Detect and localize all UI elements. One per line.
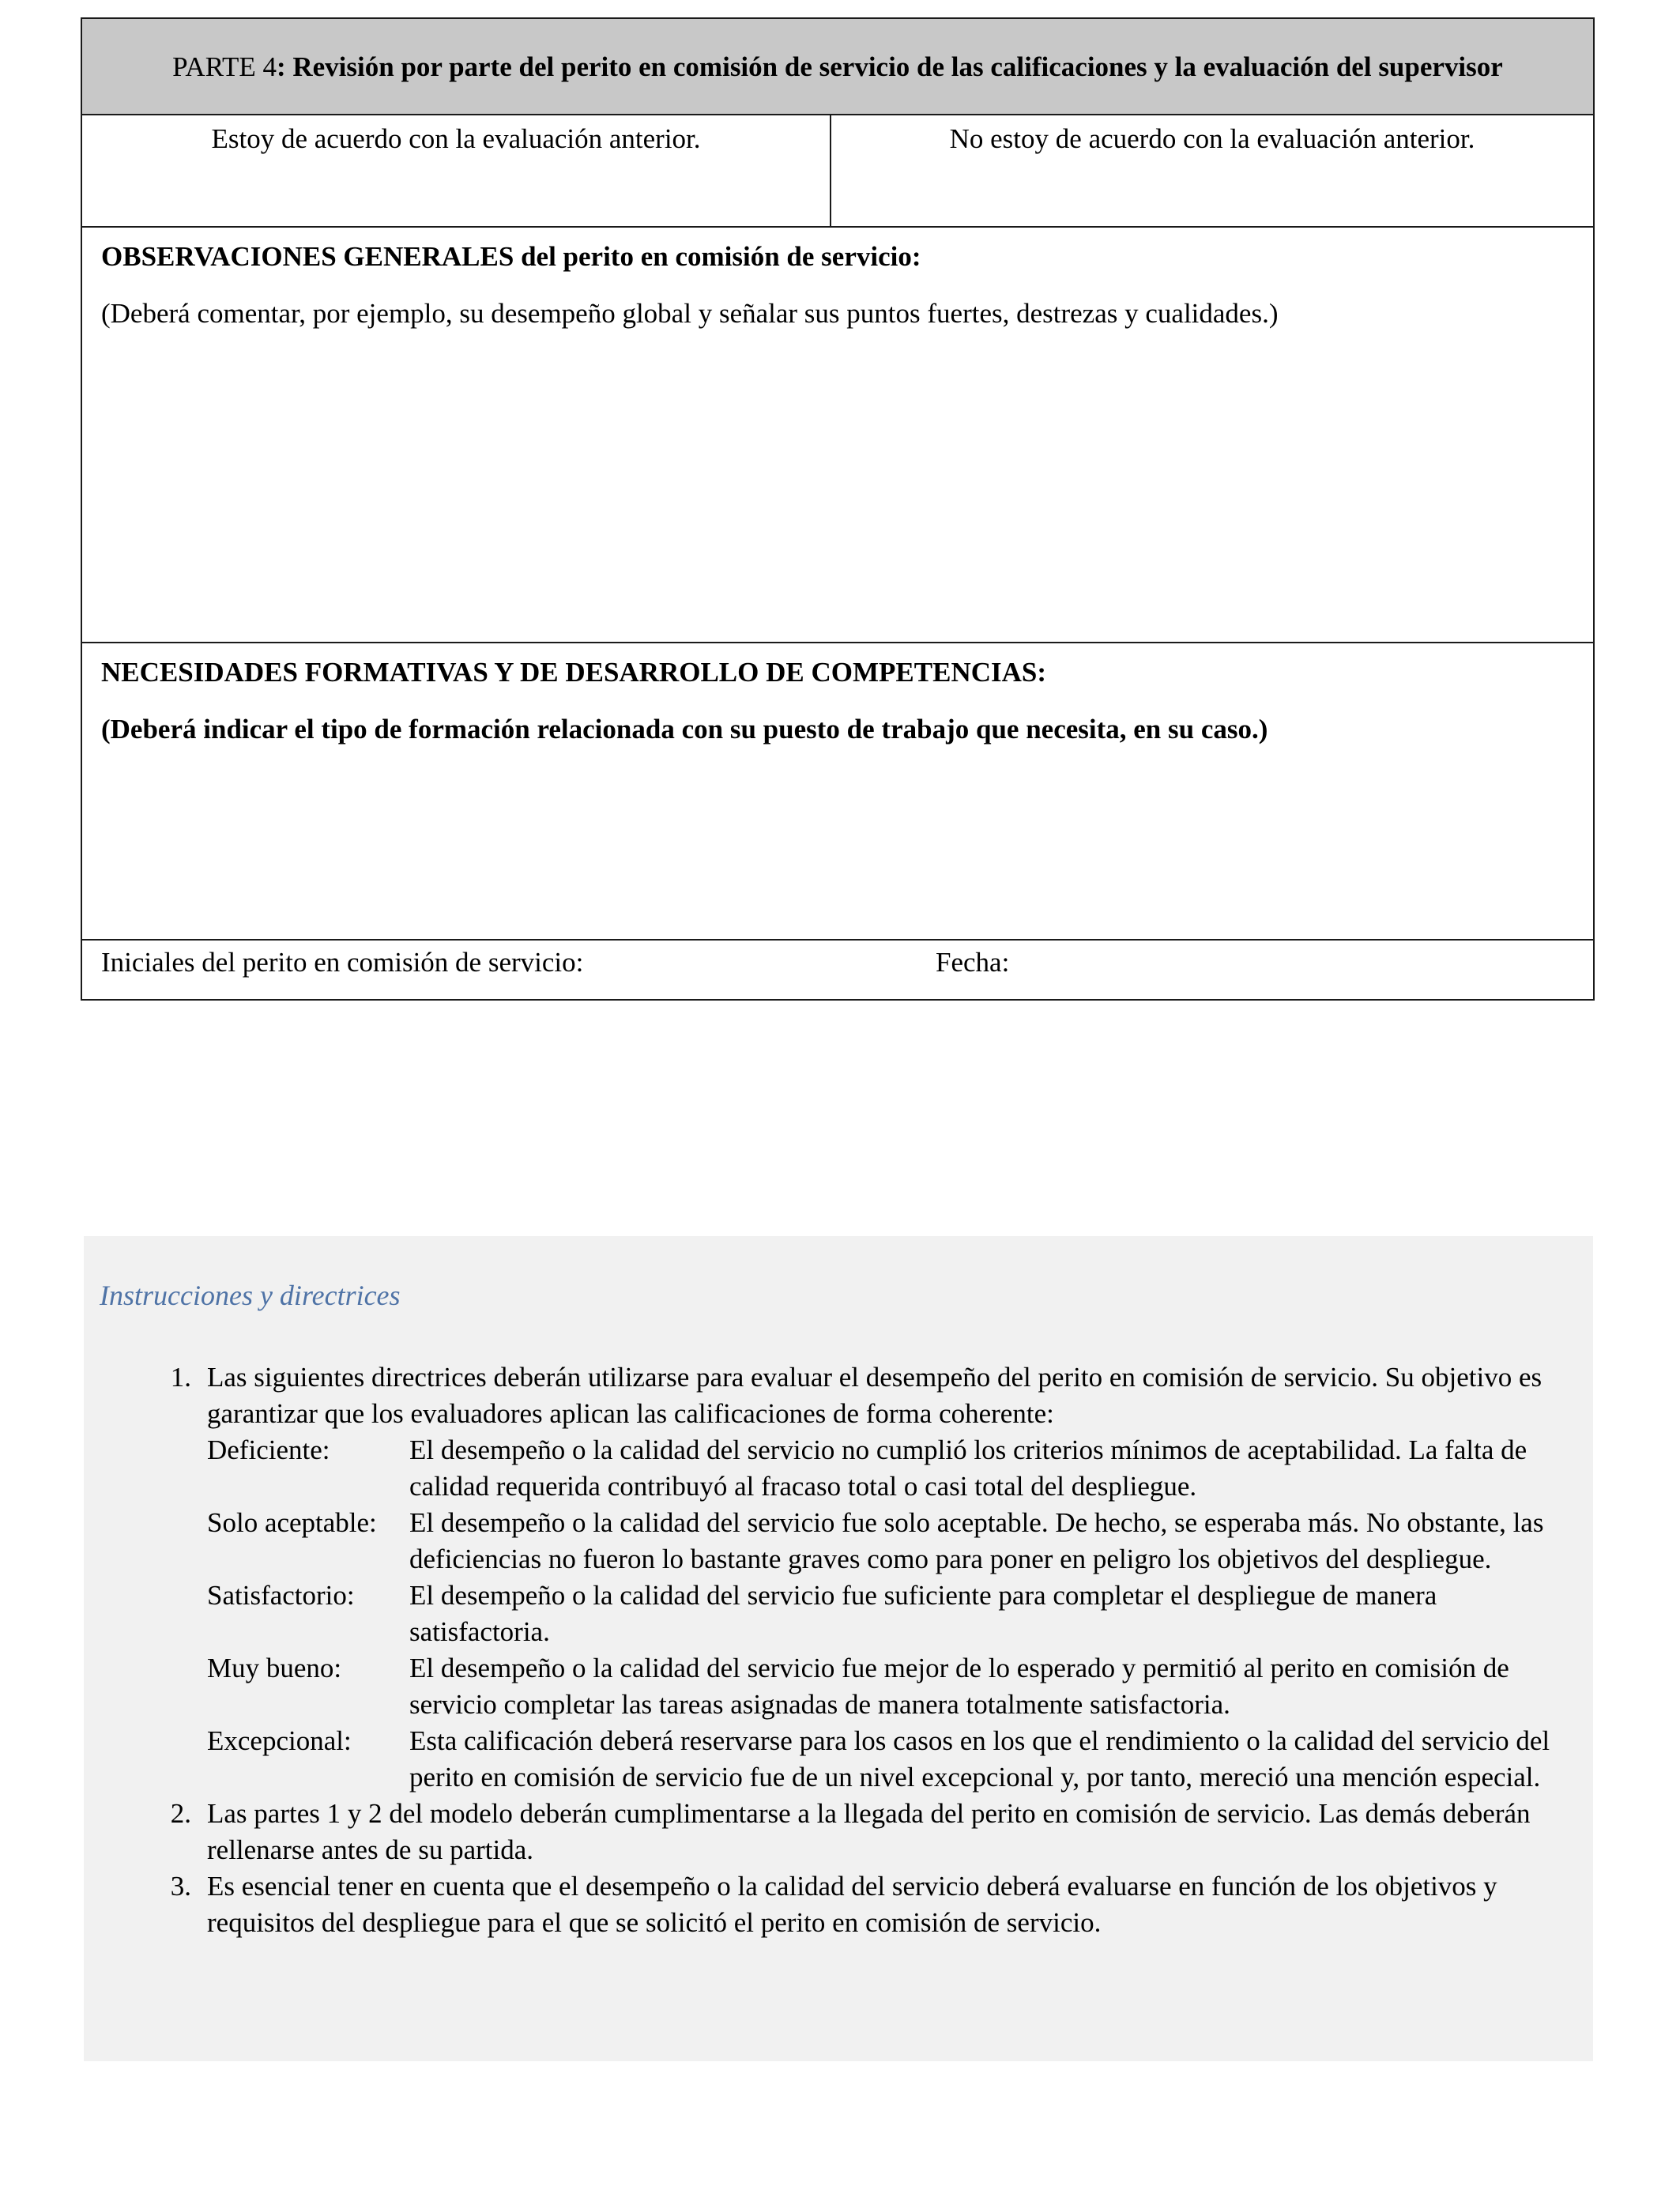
- observations-section[interactable]: [82, 228, 1593, 643]
- rating-term: Solo aceptable:: [207, 1507, 377, 1538]
- part4-header-label: PARTE 4: [172, 51, 277, 82]
- rating-definition: El desempeño o la calidad del servicio no cumplió los criterios mínimos de aceptabilidad. La falta de calidad requerida contribuyó al fracaso total o casi total del despliegue.: [409, 1434, 1527, 1502]
- part4-header-text: [172, 48, 1503, 85]
- agree-option[interactable]: [82, 115, 831, 226]
- training-needs-title: NECESIDADES FORMATIVAS Y DE DESARROLLO DE COMPETENCIAS:: [101, 657, 1047, 688]
- rating-item: [207, 1432, 1577, 1505]
- instruction-number: 3.: [170, 1871, 191, 1902]
- instruction-number: 2.: [170, 1798, 191, 1829]
- rating-definition: El desempeño o la calidad del servicio fue solo aceptable. De hecho, se esperaba más. No obstante, las deficiencias no fueron lo bastante graves como para poner en peligro los objetivos del despliegue.: [409, 1507, 1544, 1574]
- rating-item: [207, 1723, 1577, 1796]
- instruction-number: 1.: [170, 1362, 191, 1393]
- training-needs-section[interactable]: [82, 643, 1593, 941]
- rating-term: Muy bueno:: [207, 1653, 342, 1683]
- observations-title: OBSERVACIONES GENERALES del perito en comisión de servicio:: [101, 241, 921, 272]
- initials-field[interactable]: [82, 941, 872, 999]
- observations-note: (Deberá comentar, por ejemplo, su desempeño global y señalar sus puntos fuertes, destrezas y cualidades.): [101, 298, 1279, 329]
- rating-term: Satisfactorio:: [207, 1580, 355, 1611]
- part4-header-title: : Revisión por parte del perito en comisión de servicio de las calificaciones y la evaluación del supervisor: [276, 51, 1503, 82]
- instruction-text: Las siguientes directrices deberán utilizarse para evaluar el desempeño del perito en comisión de servicio. Su objetivo es garantizar que los evaluadores aplican las calificaciones de forma coherente:: [207, 1362, 1543, 1429]
- agree-label: Estoy de acuerdo con la evaluación anterior.: [211, 123, 701, 154]
- instruction-item: [100, 1868, 1577, 1941]
- agreement-row: [82, 115, 1593, 228]
- rating-item: [207, 1650, 1577, 1723]
- rating-definition: El desempeño o la calidad del servicio fue suficiente para completar el despliegue de manera satisfactoria.: [409, 1580, 1437, 1647]
- rating-term: Deficiente:: [207, 1434, 330, 1465]
- instructions-box: [84, 1236, 1593, 2061]
- ratings-list: [207, 1432, 1577, 1796]
- part4-header: [82, 19, 1593, 115]
- rating-definition: Esta calificación deberá reservarse para los casos en los que el rendimiento o la calidad del servicio del perito en comisión de servicio fue de un nivel excepcional y, por tanto, mereció una mención especial.: [409, 1725, 1550, 1793]
- training-needs-note: (Deberá indicar el tipo de formación relacionada con su puesto de trabajo que necesita, en su caso.): [101, 714, 1268, 745]
- signature-row: [82, 941, 1593, 999]
- initials-label: Iniciales del perito en comisión de servicio:: [101, 947, 584, 978]
- instruction-text: Las partes 1 y 2 del modelo deberán cumplimentarse a la llegada del perito en comisión de servicio. Las demás deberán rellenarse antes de su partida.: [207, 1798, 1531, 1865]
- instructions-list: [100, 1359, 1577, 1941]
- rating-item: [207, 1505, 1577, 1578]
- instruction-item: [100, 1796, 1577, 1868]
- instruction-text: Es esencial tener en cuenta que el desempeño o la calidad del servicio deberá evaluarse en función de los objetivos y requisitos del despliegue para el que se solicitó el perito en comisión de servicio.: [207, 1871, 1497, 1938]
- date-field[interactable]: [872, 941, 1593, 999]
- rating-item: [207, 1578, 1577, 1650]
- instruction-body: [207, 1359, 1577, 1796]
- disagree-label: No estoy de acuerdo con la evaluación anterior.: [949, 123, 1475, 154]
- rating-term: Excepcional:: [207, 1725, 352, 1756]
- part4-table: [81, 17, 1595, 1001]
- instructions-heading: Instrucciones y directrices: [100, 1280, 401, 1311]
- date-label: Fecha:: [936, 947, 1010, 978]
- disagree-option[interactable]: [831, 115, 1593, 226]
- instruction-item: [100, 1359, 1577, 1796]
- rating-definition: El desempeño o la calidad del servicio fue mejor de lo esperado y permitió al perito en comisión de servicio completar las tareas asignadas de manera totalmente satisfactoria.: [409, 1653, 1509, 1720]
